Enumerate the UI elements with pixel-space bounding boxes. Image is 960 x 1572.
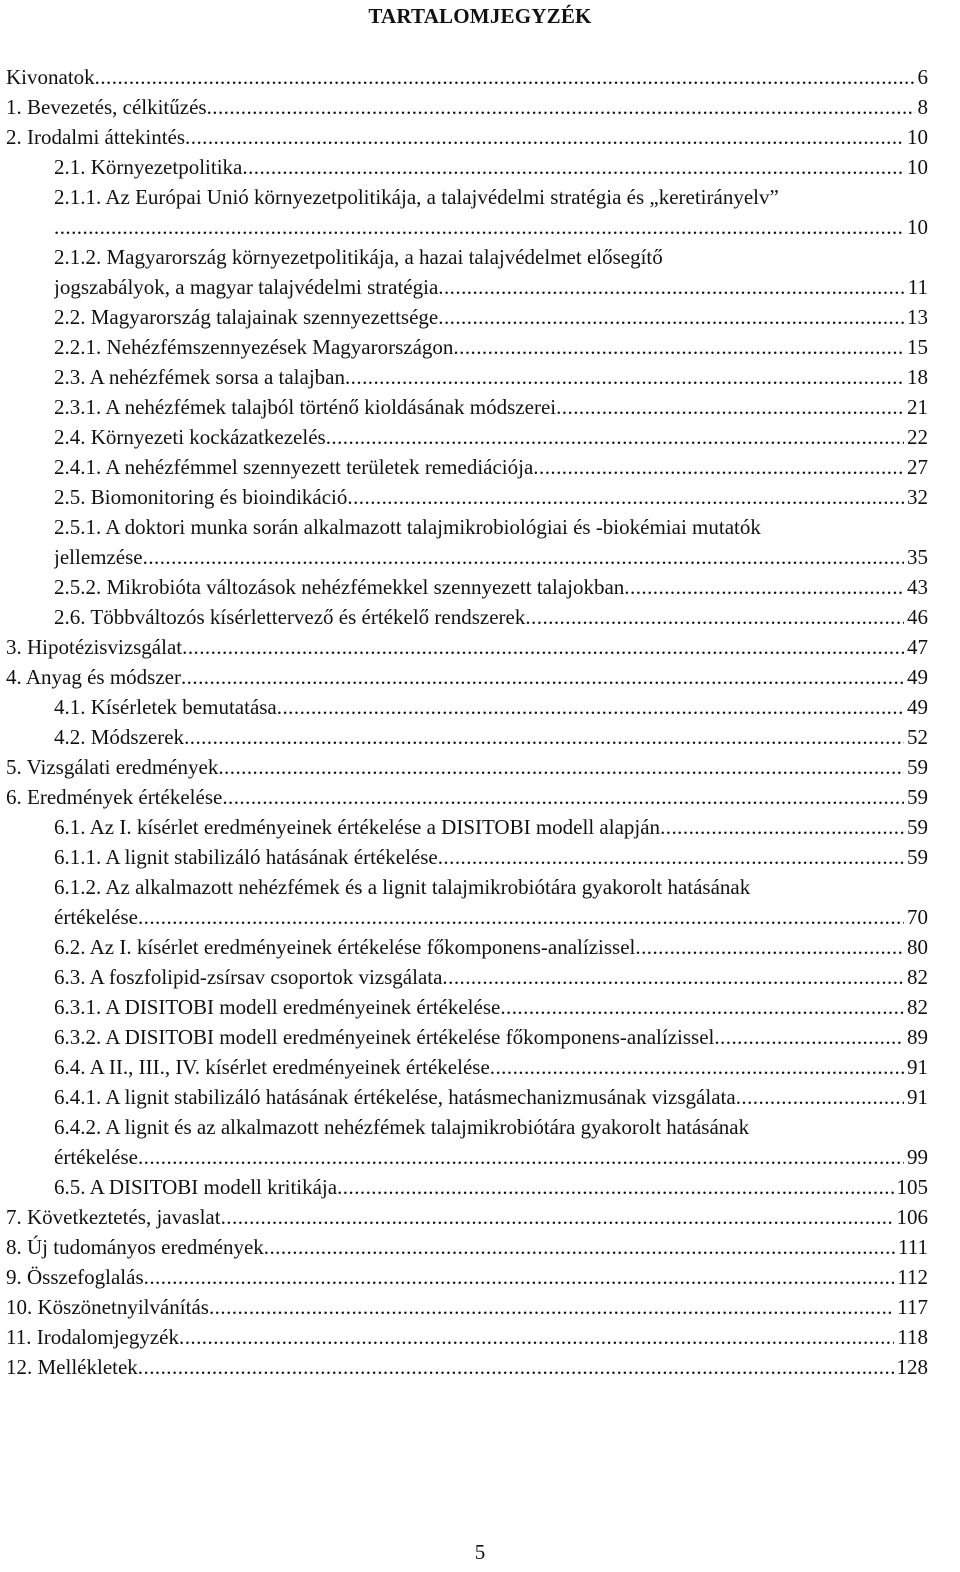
toc-entry-label: 6.4.2. A lignit és az alkalmazott nehézfémek talajmikrobiótára gyakorolt hatásának [54,1115,750,1139]
toc-entry-label: 2.2. Magyarország talajainak szennyezettsége [54,305,439,329]
toc-entry-page: 8 [917,95,928,119]
toc-entry-label: 2.2.1. Nehézfémszennyezések Magyarországon [54,335,454,359]
toc-entry-page: 99 [907,1145,928,1169]
toc-entry-label: 4.2. Módszerek [54,725,185,749]
toc-entry-page: 6 [917,65,928,89]
dot-leader [143,542,904,572]
dot-leader [138,902,904,932]
toc-entry-label: 6.3.1. A DISITOBI modell eredményeinek értékelése [54,995,501,1019]
toc-entry-label: 2.5.1. A doktori munka során alkalmazott talajmikrobiológiai és -biokémiai mutatók [54,515,761,539]
toc-entry-page: 49 [907,665,928,689]
toc-entry-page: 35 [907,545,928,569]
toc-entry-label: 2.4.1. A nehézfémmel szennyezett területek remediációja [54,455,534,479]
dot-leader [525,602,904,632]
toc-entry-label: 2.1.2. Magyarország környezetpolitikája, a hazai talajvédelmet elősegítő [54,245,663,269]
dot-leader [453,332,904,362]
toc-entry-page: 22 [907,425,928,449]
toc-entry-page: 91 [907,1085,928,1109]
dot-leader [345,362,904,392]
dot-leader [221,1202,894,1232]
dot-leader [179,1322,894,1352]
toc-entry-page: 112 [897,1265,928,1289]
toc-entry-label: 6. Eredmények értékelése [6,785,223,809]
toc-entry-label: 2.1. Környezetpolitika [54,155,243,179]
toc-entry-page: 21 [907,395,928,419]
dot-leader [438,272,905,302]
toc-entry-label: 6.2. Az I. kísérlet eredményeinek értékelése főkomponens-analízissel [54,935,636,959]
toc-entry-page: 82 [907,995,928,1019]
toc-entry-page: 46 [907,605,928,629]
toc-entry-label: 6.4.1. A lignit stabilizáló hatásának értékelése, hatásmechanizmusának vizsgálata [54,1085,736,1109]
dot-leader [624,572,904,602]
dot-leader [95,62,915,92]
page-number: 5 [474,1540,486,1564]
toc-entry-page: 70 [907,905,928,929]
toc-entry-page: 15 [907,335,928,359]
toc-entry-page: 118 [897,1325,928,1349]
toc-entry-label: 7. Következtetés, javaslat [6,1205,221,1229]
toc-entry-page: 59 [907,785,928,809]
toc-entry-page: 91 [907,1055,928,1079]
toc-entry-label-continued: jellemzése [54,545,143,569]
dot-leader [181,662,904,692]
dot-leader [209,1292,894,1322]
toc-entry-page: 10 [907,215,928,239]
dot-leader [714,1022,904,1052]
toc-entry-page: 10 [907,125,928,149]
toc-entry-label: 3. Hipotézisvizsgálat [6,635,183,659]
dot-leader [242,152,904,182]
toc-entry-page: 52 [907,725,928,749]
dot-leader [222,782,904,812]
dot-leader [185,122,904,152]
dot-leader [326,422,904,452]
toc-entry-label: 2.5.2. Mikrobióta változások nehézfémekkel szennyezett talajokban [54,575,625,599]
toc-entry-label: 4.1. Kísérletek bemutatása [54,695,277,719]
toc-entry-page: 105 [896,1175,928,1199]
dot-leader [490,1052,904,1082]
toc-entry-label: 1. Bevezetés, célkitűzés [6,95,207,119]
dot-leader [138,1352,894,1382]
toc-entry-page: 59 [907,755,928,779]
toc-entry-page: 111 [898,1235,928,1259]
toc-entry-label: 4. Anyag és módszer [6,665,181,689]
toc-entry-label: 8. Új tudományos eredmények [6,1235,264,1259]
dot-leader [347,482,904,512]
toc-entry-page: 47 [907,635,928,659]
toc-entry-label: 2. Irodalmi áttekintés [6,125,186,149]
dot-leader [277,692,904,722]
toc-entry-label-continued: értékelése [54,905,138,929]
dot-leader [264,1232,895,1262]
dot-leader [337,1172,893,1202]
toc-entry-page: 43 [907,575,928,599]
dot-leader [442,962,904,992]
toc-entry-label-continued: jogszabályok, a magyar talajvédelmi stratégia [54,275,439,299]
dot-leader [182,632,904,662]
toc-entry-label: 6.4. A II., III., IV. kísérlet eredményeinek értékelése [54,1055,490,1079]
toc-entry-page: 106 [896,1205,928,1229]
toc-entry-page: 13 [907,305,928,329]
toc-entry-page: 80 [907,935,928,959]
toc-entry-page: 11 [907,275,928,299]
toc-entry-page: 82 [907,965,928,989]
toc-entry-label: 2.6. Többváltozós kísérlettervező és értékelő rendszerek [54,605,526,629]
dot-leader [533,452,904,482]
toc-entry-label: 6.1.2. Az alkalmazott nehézfémek és a lignit talajmikrobiótára gyakorolt hatásának [54,875,751,899]
toc-entry-label: 6.3. A foszfolipid-zsírsav csoportok vizsgálata [54,965,443,989]
dot-leader [54,212,904,242]
toc-entry-label: 2.1.1. Az Európai Unió környezetpolitikája, a talajvédelmi stratégia és „keretirányelv” [54,185,779,209]
dot-leader [184,722,904,752]
toc-entry-label: 2.4. Környezeti kockázatkezelés [54,425,326,449]
dot-leader [660,812,904,842]
toc-entry-label: 5. Vizsgálati eredmények [6,755,219,779]
dot-leader [138,1142,904,1172]
dot-leader [635,932,904,962]
dot-leader [438,302,904,332]
toc-entry-page: 49 [907,695,928,719]
page-title: TARTALOMJEGYZÉK [368,4,592,28]
toc-entry-label: 6.5. A DISITOBI modell kritikája [54,1175,338,1199]
toc-entry-label: 6.1.1. A lignit stabilizáló hatásának értékelése [54,845,438,869]
toc-entry-label: 6.3.2. A DISITOBI modell eredményeinek értékelése főkomponens-analízissel [54,1025,715,1049]
toc-entry-label: 2.5. Biomonitoring és bioindikáció [54,485,348,509]
toc-entry-label: 11. Irodalomjegyzék [6,1325,179,1349]
toc-entry-label: 12. Mellékletek [6,1355,138,1379]
dot-leader [438,842,904,872]
toc-entry-page: 59 [907,845,928,869]
toc-entry-label: 6.1. Az I. kísérlet eredményeinek értékelése a DISITOBI modell alapján [54,815,661,839]
toc-entry-page: 128 [896,1355,928,1379]
toc-entry-label: Kivonatok [6,65,95,89]
toc-entry-page: 32 [907,485,928,509]
toc-entry-label: 10. Köszönetnyilvánítás [6,1295,209,1319]
dot-leader [500,992,904,1022]
dot-leader [218,752,904,782]
toc-entry-page: 27 [907,455,928,479]
dot-leader [556,392,904,422]
dot-leader [144,1262,895,1292]
toc-entry-page: 10 [907,155,928,179]
toc-entry-page: 117 [897,1295,928,1319]
toc-entry-label-continued: értékelése [54,1145,138,1169]
toc-entry-label: 2.3.1. A nehézfémek talajból történő kioldásának módszerei [54,395,557,419]
dot-leader [736,1082,904,1112]
toc-entry-page: 18 [907,365,928,389]
dot-leader [207,92,915,122]
toc-entry-label: 9. Összefoglalás [6,1265,144,1289]
toc-entry-page: 89 [907,1025,928,1049]
toc-entry-label: 2.3. A nehézfémek sorsa a talajban [54,365,345,389]
toc-entry-page: 59 [907,815,928,839]
